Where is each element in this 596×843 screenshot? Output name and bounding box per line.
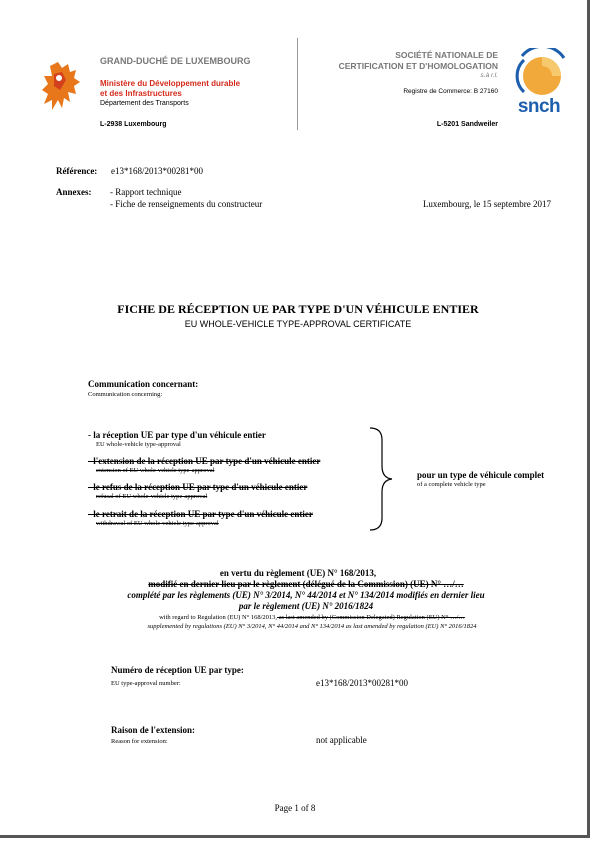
reference-label: Référence: [56, 166, 98, 176]
brace-label: pour un type de véhicule complet [417, 470, 545, 480]
extension-reason-label: Raison de l'extension: [111, 725, 196, 735]
header-company-line2: CERTIFICATION ET D'HOMOLOGATION [338, 61, 498, 71]
regulation-en-1b: as last amended by (Commission Delegated) Regulation (EU) N° …/… [277, 614, 465, 621]
snch-logo-text: snch [517, 96, 561, 117]
curly-brace [366, 426, 396, 532]
communication-label-en: Communication concerning: [88, 391, 163, 398]
header-ministry-line1: Ministère du Développement durable [100, 79, 241, 88]
communication-label: Communication concernant: [88, 379, 199, 389]
regulation-line-2: modifié en dernier lieu par le règlement (délégué de la Commission) (UE) N° …/… [148, 579, 464, 589]
document-date: Luxembourg, le 15 septembre 2017 [422, 199, 551, 209]
page-number: Page 1 of 8 [274, 803, 316, 813]
option-refusal: - le refus de la réception UE par type d'un véhicule entier [88, 482, 308, 492]
approval-number-value: e13*168/2013*00281*00 [316, 678, 408, 688]
document-subtitle: EU WHOLE-VEHICLE TYPE-APPROVAL CERTIFICATE [184, 319, 412, 329]
option-withdrawal: - le retrait de la réception UE par type d'un véhicule entier [88, 509, 313, 519]
option-extension-en: extension of EU whole-vehicle type-approval [96, 467, 215, 474]
header-left-address: L-2938 Luxembourg [100, 121, 167, 128]
annex-item-2: - Fiche de renseignements du constructeur [110, 199, 263, 209]
option-reception-en: EU whole-vehicle type-approval [96, 441, 181, 448]
header-country: GRAND-DUCHÉ DE LUXEMBOURG [100, 56, 251, 66]
option-extension: - l'extension de la réception UE par type d'un véhicule entier [88, 456, 321, 466]
reference-value: e13*168/2013*00281*00 [111, 166, 203, 176]
extension-reason-label-en: Reason for extension: [111, 738, 168, 745]
luxembourg-lion-emblem [40, 60, 86, 116]
annexes-label: Annexes: [56, 187, 92, 197]
option-reception: - la réception UE par type d'un véhicule entier [88, 430, 266, 440]
regulation-en-line-1 [0, 614, 596, 621]
header-ministry-line2: et des Infrastructures [100, 89, 182, 98]
approval-number-label-en: EU type-approval number: [111, 680, 181, 687]
regulation-en-1a: with regard to Regulation (EU) N° 168/2013, [159, 614, 278, 621]
approval-number-label: Numéro de réception UE par type: [111, 665, 244, 675]
regulation-line-1: en vertu du règlement (UE) N° 168/2013, [219, 568, 377, 578]
extension-reason-value: not applicable [316, 735, 367, 745]
regulation-en-line-2: supplemented by regulations (EU) N° 3/2014, N° 44/2014 and N° 134/2014 as last amended by regulation (EU) N° 2016/1824 [147, 623, 477, 630]
annex-item-1: - Rapport technique [110, 187, 182, 197]
option-withdrawal-en: withdrawal of EU whole-vehicle type-approval [96, 520, 219, 527]
header-registry: Registre de Commerce: B 27160 [403, 88, 498, 95]
document-title: FICHE DE RÉCEPTION UE PAR TYPE D'UN VÉHICULE ENTIER [117, 302, 479, 316]
regulation-line-4: par le règlement (UE) N° 2016/1824 [238, 601, 374, 611]
regulation-line-3: complété par les règlements (UE) N° 3/2014, N° 44/2014 et N° 134/2014 modifiés en dernier lieu [127, 590, 485, 600]
header-legal-form: s.à r.l. [480, 72, 498, 79]
header-divider [297, 38, 298, 130]
header-company-line1: SOCIÉTÉ NATIONALE DE [395, 50, 498, 60]
option-refusal-en: refusal of EU whole-vehicle type-approval [96, 493, 208, 500]
header-right-address: L-5201 Sandweiler [436, 121, 498, 128]
header-department: Département des Transports [100, 100, 189, 107]
brace-label-en: of a complete vehicle type [417, 481, 486, 488]
